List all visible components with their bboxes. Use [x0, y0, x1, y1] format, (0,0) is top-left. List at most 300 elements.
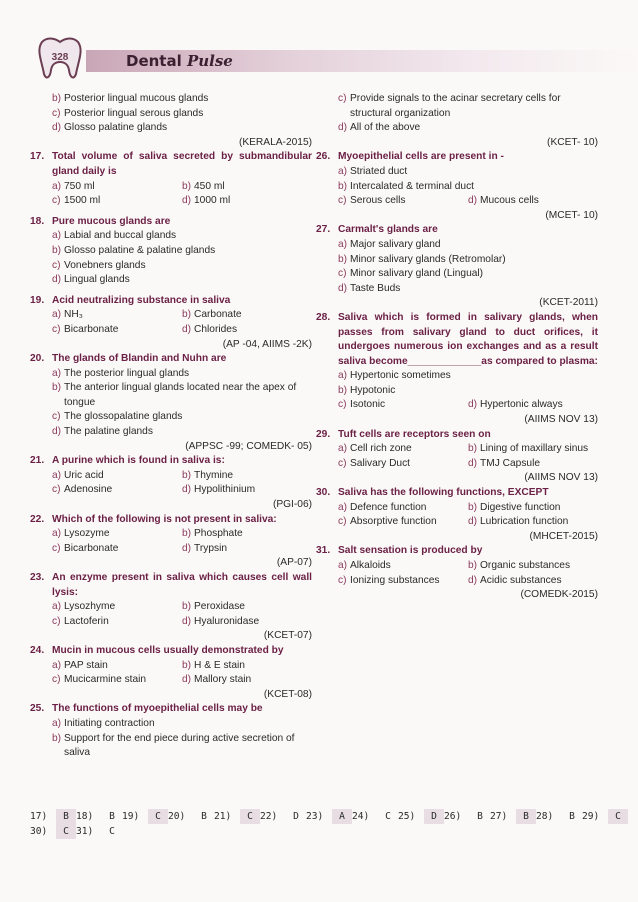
question-stem [30, 702, 312, 717]
option-list [30, 717, 312, 761]
answer-value: B [56, 809, 76, 824]
question-block [316, 223, 598, 311]
option [468, 194, 598, 209]
option-list [316, 165, 598, 209]
question-number: 18. [30, 215, 45, 227]
option-row [52, 92, 312, 107]
option-row [338, 515, 598, 530]
option-row [338, 165, 598, 180]
option-row [52, 615, 312, 630]
answer-item [260, 809, 306, 824]
option [52, 308, 182, 323]
option [338, 398, 468, 413]
option [52, 381, 312, 410]
page-number: 328 [51, 51, 69, 63]
header-title: Dental Pulse [126, 52, 233, 70]
answer-value: C [608, 809, 628, 824]
option-text: The posterior lingual glands [64, 367, 190, 379]
option-text: Trypsin [194, 542, 228, 554]
option-text: Labial and buccal glands [64, 230, 177, 242]
question-block [316, 150, 598, 223]
answer-number: 27) [490, 811, 508, 822]
option-row [52, 732, 312, 761]
option-text: Mucous cells [480, 195, 539, 207]
question-text: Tuft cells are receptors seen on [338, 428, 491, 440]
option-row [338, 121, 598, 136]
question-number: 29. [316, 428, 331, 440]
option-letter: c) [338, 268, 347, 280]
question-text: A purine which is found in saliva is: [52, 455, 225, 467]
option-text: Mallory stain [194, 674, 252, 686]
answer-item [30, 809, 76, 824]
option [338, 180, 598, 195]
option-letter: d) [468, 516, 478, 528]
option-row [52, 673, 312, 688]
option-text: Posterior lingual serous glands [64, 107, 204, 119]
question-block [30, 215, 312, 294]
option [182, 323, 312, 338]
option [52, 244, 312, 259]
left-column [30, 92, 312, 767]
option-letter: d) [468, 399, 478, 411]
option [468, 501, 598, 516]
option [338, 369, 598, 384]
option [182, 308, 312, 323]
answer-number: 19) [122, 811, 140, 822]
option [52, 367, 312, 382]
option-row [52, 542, 312, 557]
question-stem [316, 544, 598, 559]
question-number: 31. [316, 545, 331, 557]
answer-item [30, 824, 76, 839]
source-tag: (KERALA-2015) [238, 136, 312, 148]
option-row [52, 244, 312, 259]
option-letter: b) [338, 253, 348, 265]
option-letter: d) [52, 122, 62, 134]
source-tag: (MCET- 10) [545, 209, 598, 221]
question-number: 23. [30, 572, 45, 583]
option-letter: d) [338, 282, 348, 294]
question-number: 27. [316, 224, 331, 236]
option-text: Ionizing substances [350, 574, 440, 586]
option-list [30, 308, 312, 337]
option-text: Hyaluronidase [194, 615, 260, 627]
question-stem [316, 428, 598, 443]
answer-value: C [56, 824, 76, 839]
question-text: The glands of Blandin and Nuhn are [52, 353, 227, 365]
answer-value: D [424, 809, 444, 824]
option [52, 732, 312, 761]
question-block [316, 428, 598, 486]
option [182, 673, 312, 688]
option-text: Digestive function [480, 501, 561, 513]
option-text: Adenosine [64, 484, 113, 496]
question-block [316, 544, 598, 602]
option-text: Vonebners glands [64, 259, 146, 271]
option-text: Glosso palatine glands [64, 122, 168, 134]
option [182, 180, 312, 195]
option [52, 673, 182, 688]
question-number: 30. [316, 487, 331, 499]
question-number: 24. [30, 644, 45, 656]
question-block [30, 352, 312, 454]
question-block [30, 644, 312, 702]
option-text: Bicarbonate [64, 323, 119, 335]
question-block [30, 150, 312, 214]
option-row [52, 121, 312, 136]
source-tag: (AIIMS NOV 13) [524, 414, 598, 426]
answer-value: B [569, 811, 575, 822]
answer-value: B [201, 811, 207, 822]
option-letter: b) [468, 443, 478, 455]
option [52, 469, 182, 484]
option-text: Hypertonic always [480, 399, 563, 411]
option-text: Thymine [194, 469, 234, 481]
source-tag: (KCET-08) [263, 688, 312, 700]
option-row [338, 398, 598, 413]
option-letter: c) [338, 457, 347, 469]
option [182, 483, 312, 498]
answer-item [398, 809, 444, 824]
option [52, 92, 312, 107]
option [338, 559, 468, 574]
option-text: Uric acid [64, 469, 104, 481]
option-list [30, 229, 312, 287]
source-tag: (AP-07) [276, 557, 312, 569]
option-text: The glossopalatine glands [64, 411, 183, 423]
option-text: Intercalated & terminal duct [350, 180, 475, 192]
option [338, 267, 598, 282]
question-text: Acid neutralizing substance in saliva [52, 294, 231, 306]
option-letter: a) [52, 469, 62, 481]
option-letter: b) [182, 659, 192, 671]
option-row [52, 180, 312, 195]
option [52, 410, 312, 425]
option-text: Defence function [350, 501, 427, 513]
option-text: Major salivary gland [350, 238, 441, 250]
option-text: Absorptive function [350, 516, 437, 528]
option-letter: a) [338, 443, 348, 455]
option-row [338, 369, 598, 384]
option-text: 750 ml [64, 180, 95, 192]
option-letter: d) [182, 674, 192, 686]
answer-number: 22) [260, 811, 278, 822]
question-text: Carmalt's glands are [338, 224, 438, 236]
option-text: The anterior lingual glands located near the apex of tongue [64, 382, 297, 408]
question-stem [30, 294, 312, 309]
option [52, 107, 312, 122]
question-number: 21. [30, 455, 45, 467]
option-letter: a) [338, 370, 348, 382]
question-block [316, 311, 598, 428]
answer-value: B [516, 809, 536, 824]
answer-item [536, 809, 582, 824]
option-row [52, 229, 312, 244]
option-row [338, 194, 598, 209]
option-letter: b) [182, 528, 192, 540]
option-row [52, 483, 312, 498]
option [52, 527, 182, 542]
option [182, 527, 312, 542]
question-block [30, 294, 312, 352]
question-text: Saliva which is formed in salivary glands, when passes from salivary gland to duct orifices, it undergoes numerous ion exchanges and as a result saliva become_____________as compared to plasma: [338, 311, 598, 367]
option-letter: b) [52, 382, 62, 394]
option-text: Lactoferin [64, 615, 109, 627]
answer-value: A [332, 809, 352, 824]
source-tag: (MHCET-2015) [529, 530, 598, 542]
option-row [52, 323, 312, 338]
option-letter: c) [52, 674, 61, 686]
option-text: Acidic substances [480, 574, 562, 586]
question-block [30, 513, 312, 571]
option-list [316, 501, 598, 530]
option-list [316, 238, 598, 296]
answer-number: 28) [536, 811, 554, 822]
option-text: Striated duct [350, 165, 408, 177]
question-stem [30, 352, 312, 367]
option-letter: a) [52, 659, 62, 671]
answer-item [352, 809, 398, 824]
option-letter: c) [338, 195, 347, 207]
option-letter: a) [52, 367, 62, 379]
option [182, 600, 312, 615]
option-row [52, 410, 312, 425]
option [338, 121, 598, 136]
answer-item [168, 809, 214, 824]
option-row [52, 425, 312, 440]
option [468, 515, 598, 530]
answer-item [490, 809, 536, 824]
option-text: Serous cells [350, 195, 406, 207]
answer-number: 20) [168, 811, 186, 822]
option [52, 615, 182, 630]
option-text: Salivary Duct [350, 457, 411, 469]
option-row [338, 442, 598, 457]
option-letter: d) [468, 574, 478, 586]
option-text: 1500 ml [64, 195, 101, 207]
option-letter: a) [338, 560, 348, 571]
question-stem [30, 150, 312, 179]
option-letter: c) [52, 542, 61, 554]
option-text: Lysozyme [64, 528, 110, 540]
question-block [30, 702, 312, 766]
question-number: 20. [30, 353, 45, 365]
question-block [316, 92, 598, 150]
option-letter: c) [338, 574, 347, 586]
source-tag: (KCET-07) [263, 630, 312, 642]
option [338, 515, 468, 530]
option-row [338, 253, 598, 268]
option-letter: b) [468, 560, 478, 571]
spacer [30, 761, 312, 767]
question-stem [30, 513, 312, 528]
option-letter: b) [52, 244, 62, 256]
option-text: Alkaloids [350, 560, 391, 571]
option-letter: b) [182, 469, 192, 481]
answer-item [306, 809, 352, 824]
right-column [316, 92, 598, 603]
option-letter: c) [52, 411, 61, 423]
answer-number: 30) [30, 826, 48, 837]
option-letter: b) [182, 601, 192, 613]
option [468, 574, 598, 589]
option-letter: c) [52, 484, 61, 496]
question-block [316, 486, 598, 544]
question-number: 25. [30, 703, 45, 715]
option-text: Peroxidase [194, 601, 245, 613]
option-letter: a) [52, 230, 62, 242]
option-letter: a) [52, 717, 62, 729]
option-letter: b) [468, 501, 478, 513]
option-text: Isotonic [350, 399, 386, 411]
option [182, 194, 312, 209]
option [52, 600, 182, 615]
option-row [52, 381, 312, 410]
answer-item [76, 809, 122, 824]
answer-value: D [293, 811, 299, 822]
option-text: Bicarbonate [64, 542, 119, 554]
option-text: Hypolithinium [194, 484, 256, 496]
answer-value: B [109, 811, 115, 822]
answer-number: 26) [444, 811, 462, 822]
option-row [338, 282, 598, 297]
page-header [32, 36, 632, 82]
question-number: 22. [30, 513, 45, 525]
option-list [30, 659, 312, 688]
option-row [52, 717, 312, 732]
question-text: An enzyme present in saliva which causes cell wall lysis: [52, 572, 312, 598]
option-letter: c) [52, 259, 61, 271]
option-letter: c) [52, 615, 61, 627]
option-text: Posterior lingual mucous glands [64, 93, 209, 104]
answer-item [122, 809, 168, 824]
option-row [52, 308, 312, 323]
option-text: 1000 ml [194, 195, 231, 207]
option-text: TMJ Capsule [480, 457, 541, 469]
answer-item [76, 824, 122, 839]
answer-row [30, 824, 590, 839]
option-row [338, 559, 598, 574]
option-row [338, 238, 598, 253]
question-block [30, 571, 312, 644]
option [468, 398, 598, 413]
option-row [338, 92, 598, 121]
option-text: Cell rich zone [350, 443, 412, 455]
option-letter: a) [52, 309, 62, 321]
option-letter: d) [468, 195, 478, 207]
question-stem [316, 150, 598, 165]
option [52, 323, 182, 338]
answer-value: B [477, 811, 483, 822]
option [338, 165, 598, 180]
option-text: Mucicarmine stain [64, 674, 147, 686]
option-letter: c) [338, 516, 347, 528]
option-letter: a) [338, 238, 348, 250]
question-block [30, 92, 312, 150]
option-list [30, 367, 312, 440]
option-list [316, 369, 598, 413]
option [52, 717, 312, 732]
option [52, 180, 182, 195]
question-stem [316, 223, 598, 238]
option-letter: b) [52, 732, 62, 744]
option-letter: c) [338, 93, 347, 104]
option [338, 238, 598, 253]
answer-row [30, 809, 621, 824]
option-row [338, 574, 598, 589]
option [468, 559, 598, 574]
question-stem [316, 486, 598, 501]
option-text: Minor salivary glands (Retromolar) [350, 253, 506, 265]
question-number: 28. [316, 311, 331, 323]
option-text: Lysozhyme [64, 601, 116, 613]
option [338, 501, 468, 516]
option-letter: c) [338, 399, 347, 411]
option-row [52, 527, 312, 542]
option [182, 659, 312, 674]
question-block [30, 454, 312, 512]
option-row [338, 267, 598, 282]
option-text: Lubrication function [480, 516, 569, 528]
option-letter: d) [182, 195, 192, 207]
option-letter: c) [52, 195, 61, 207]
option-row [338, 180, 598, 195]
option-text: Lining of maxillary sinus [480, 443, 589, 455]
option-text: Initiating contraction [64, 717, 155, 729]
option [338, 92, 598, 121]
answer-number: 25) [398, 811, 416, 822]
answer-item [582, 809, 628, 824]
option-row [52, 259, 312, 274]
question-stem [30, 571, 312, 600]
option-list [30, 180, 312, 209]
question-stem [30, 215, 312, 230]
option-row [52, 600, 312, 615]
option-list [316, 442, 598, 471]
option-list [30, 469, 312, 498]
option-letter: b) [338, 180, 348, 192]
answer-value: C [109, 826, 115, 837]
option-letter: b) [338, 384, 348, 396]
answer-number: 23) [306, 811, 324, 822]
option [182, 469, 312, 484]
source-tag: (PGI-06) [272, 499, 312, 511]
option-letter: d) [182, 542, 192, 554]
option-letter: d) [468, 457, 478, 469]
option-list [30, 92, 312, 136]
option-letter: d) [182, 615, 192, 627]
option [52, 194, 182, 209]
answer-value: C [240, 809, 260, 824]
question-text: Total volume of saliva secreted by submandibular gland daily is [52, 151, 312, 177]
option [182, 615, 312, 630]
option [52, 425, 312, 440]
answer-number: 18) [76, 811, 94, 822]
option-letter: a) [52, 601, 62, 613]
answer-number: 31) [76, 826, 94, 837]
option [52, 273, 312, 288]
option [52, 121, 312, 136]
option [52, 542, 182, 557]
option [52, 659, 182, 674]
option [338, 457, 468, 472]
source-tag: (KCET- 10) [547, 136, 598, 148]
option-letter: d) [52, 274, 62, 286]
answer-number: 21) [214, 811, 232, 822]
question-number: 17. [30, 151, 45, 163]
option-row [52, 194, 312, 209]
option [52, 483, 182, 498]
